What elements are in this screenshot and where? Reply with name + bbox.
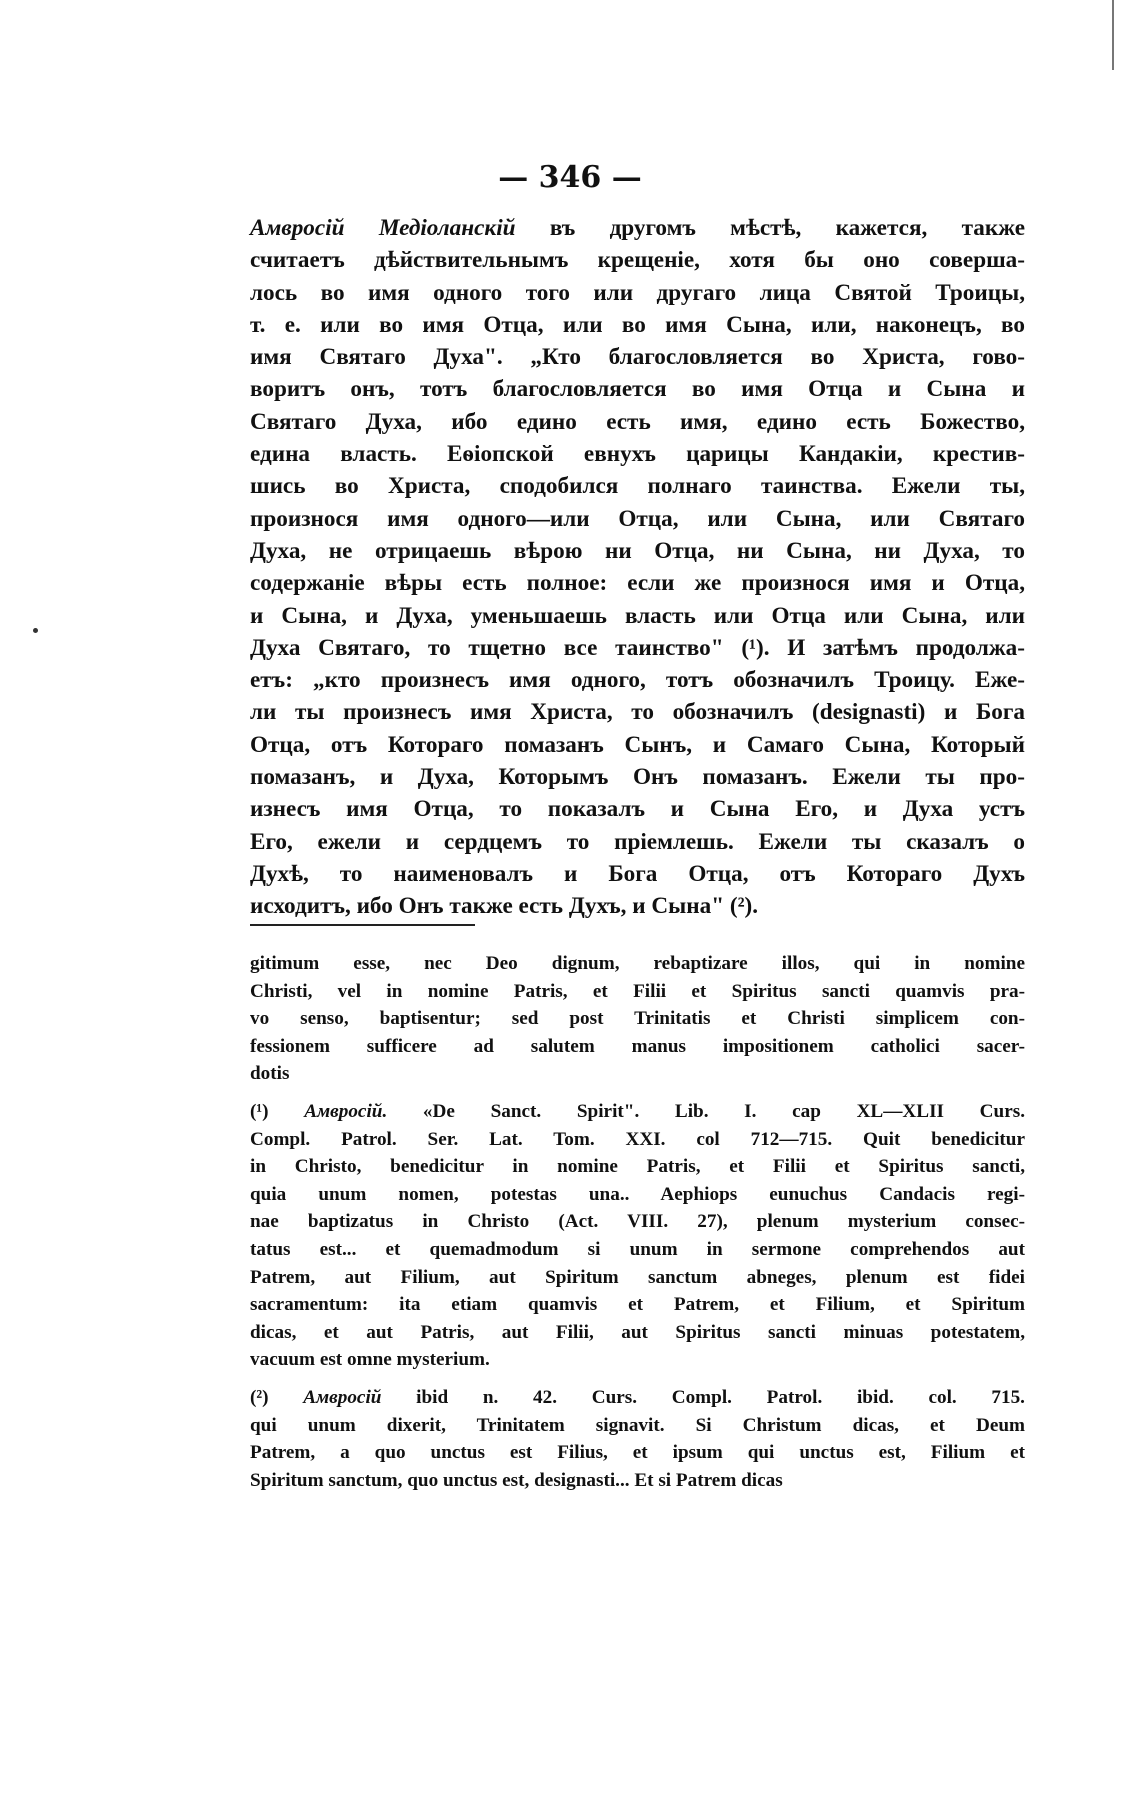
footnote-line: dicas, et aut Patris, aut Filii, aut Spiritus sancti minuas potestatem, [250, 1321, 1025, 1343]
body-line [250, 277, 1025, 309]
footnote-line: vo senso, baptisentur; sed post Trinitatis et Christi simplicem con- [250, 1008, 1025, 1030]
footnote-line: tatus est... et quemadmodum si unum in sermone comprehendos aut [250, 1238, 1025, 1260]
body-line [250, 309, 1025, 341]
margin-dot [33, 628, 38, 633]
body-line-text: едина власть. Еѳіопской евнухъ царицы Кандакіи, крестив- [250, 441, 1025, 468]
body-line [250, 632, 1025, 664]
body-line-text: лось во имя одного того или другаго лица Святой Троицы, [250, 279, 1025, 306]
body-line-text: изнесъ имя Отца, то показалъ и Сына Его, и Духа устъ [250, 796, 1025, 823]
body-line [250, 406, 1025, 438]
body-line [250, 212, 1025, 244]
footnote-line: quia unum nomen, potestas una.. Aephiops eunuchus Candacis regi- [250, 1183, 1025, 1205]
body-line-text: Духа, не отрицаешь вѣрою ни Отца, ни Сына, ни Духа, то [250, 537, 1025, 564]
footnotes [250, 950, 1025, 1504]
body-line-text: етъ: „кто произнесъ имя одного, тотъ обозначилъ Троицу. Еже- [250, 667, 1025, 694]
footnote-line: in Christo, benedicitur in nomine Patris, et Filii et Spiritus sancti, [250, 1156, 1025, 1178]
body-line-text: воритъ онъ, тотъ благословляется во имя Отца и Сына и [250, 376, 1025, 403]
body-line-text: исходитъ, ибо Онъ также есть Духъ, и Сына" (²). [250, 893, 759, 920]
footnote-separator [250, 924, 475, 926]
footnote-line: Christi, vel in nomine Patris, et Filii et Spiritus sancti quamvis pra- [250, 980, 1025, 1002]
footnote-line: Patrem, a quo unctus est Filius, et ipsum qui unctus est, Filium et [250, 1442, 1025, 1464]
body-line [250, 373, 1025, 405]
footnote-block [250, 1098, 1025, 1374]
body-line [250, 793, 1025, 825]
footnote-line: dotis [250, 1063, 290, 1085]
footnote-line: Compl. Patrol. Ser. Lat. Tom. XXI. col 712—715. Quit benedicitur [250, 1128, 1025, 1150]
body-line-text: Его, ежели и сердцемъ то пріемлешь. Ежели ты сказалъ о [250, 828, 1025, 855]
body-line-text: и Сына, и Духа, уменьшаешь власть или Отца или Сына, или [250, 602, 1025, 629]
footnote-block [250, 1384, 1025, 1494]
body-line-text: Отца, отъ Котораго помазанъ Сынъ, и Самаго Сына, Который [250, 731, 1025, 758]
body-line-text: помазанъ, и Духа, Которымъ Онъ помазанъ. Ежели ты про- [250, 764, 1025, 791]
body-line [250, 470, 1025, 502]
body-line-text: считаетъ дѣйствительнымъ крещеніе, хотя бы оно соверша- [250, 247, 1025, 274]
body-line [250, 341, 1025, 373]
body-line [250, 761, 1025, 793]
footnote-line: Patrem, aut Filium, aut Spiritum sanctum abneges, plenum est fidei [250, 1266, 1025, 1288]
footnote-line: (¹) Амвросій. «De Sanct. Spirit". Lib. I. cap XL—XLII Curs. [250, 1100, 1025, 1122]
body-line-text: произнося имя одного—или Отца, или Сына, или Святаго [250, 505, 1025, 532]
body-line [250, 826, 1025, 858]
footnote-line: gitimum esse, nec Deo dignum, rebaptizare illos, qui in nomine [250, 953, 1025, 974]
body-line [250, 729, 1025, 761]
body-line-text: содержаніе вѣры есть полное: если же произнося имя и Отца, [250, 570, 1025, 597]
body-line-text: ли ты произнесъ имя Христа, то обозначилъ (designasti) и Бога [250, 699, 1025, 726]
footnote-line: sacramentum: ita etiam quamvis et Patrem, et Filium, et Spiritum [250, 1294, 1025, 1316]
body-line-text: т. е. или во имя Отца, или во имя Сына, или, наконецъ, во [250, 311, 1025, 338]
footnote-block [250, 950, 1025, 1088]
body-line [250, 696, 1025, 728]
author-name: Амвросій Медіоланскій [250, 215, 516, 241]
body-line [250, 503, 1025, 535]
body-line [250, 535, 1025, 567]
footnote-line: qui unum dixerit, Trinitatem signavit. Si Christum dicas, et Deum [250, 1414, 1025, 1436]
footnote-line: nae baptizatus in Christo (Act. VIII. 27), plenum mysterium consec- [250, 1211, 1025, 1233]
footnote-line: fessionem sufficere ad salutem manus impositionem catholici sacer- [250, 1035, 1025, 1057]
body-line-text: Духа Святаго, то тщетно все таинство" (¹). И затѣмъ продолжа- [250, 634, 1025, 661]
body-line [250, 600, 1025, 632]
body-line [250, 890, 1025, 922]
page-number: — 346 — [498, 160, 642, 195]
scan-edge-line [1112, 0, 1114, 70]
footnote-line: vacuum est omne mysterium. [250, 1349, 490, 1371]
body-line-text: Святаго Духа, ибо едино есть имя, едино есть Божество, [250, 408, 1025, 435]
body-line-text: имя Святаго Духа". „Кто благословляется во Христа, гово- [250, 344, 1025, 371]
body-line [250, 858, 1025, 890]
body-line-text: Духѣ, то наименовалъ и Бога Отца, отъ Котораго Духъ [250, 860, 1025, 887]
body-line [250, 664, 1025, 696]
main-body-text [250, 212, 1025, 923]
body-line [250, 244, 1025, 276]
body-line-text: въ другомъ мѣстѣ, кажется, также [515, 215, 1025, 241]
body-line [250, 567, 1025, 599]
body-line-text: шись во Христа, сподобился полнаго таинства. Ежели ты, [250, 473, 1025, 500]
footnote-line: Spiritum sanctum, quo unctus est, designasti... Et si Patrem dicas [250, 1469, 783, 1491]
body-line [250, 438, 1025, 470]
footnote-line: (²) Амвросій ibid n. 42. Curs. Compl. Patrol. ibid. col. 715. [250, 1386, 1025, 1408]
